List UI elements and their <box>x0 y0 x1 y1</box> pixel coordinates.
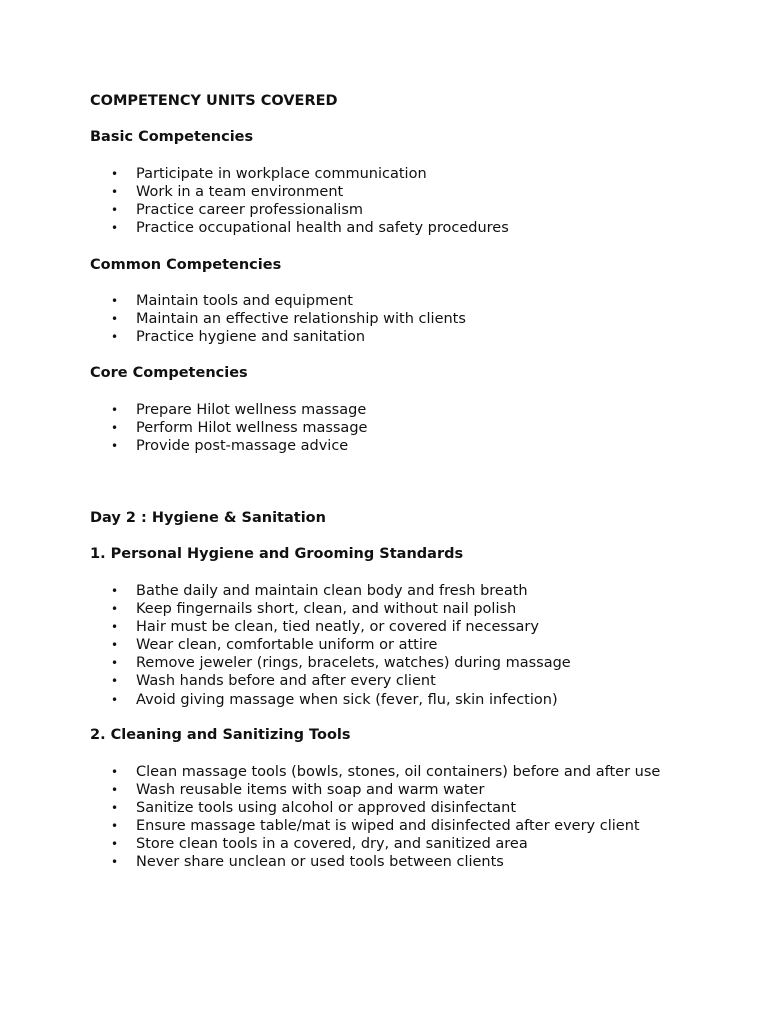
list-item: • Clean massage tools (bowls, stones, oil containers) before and after use <box>111 764 661 780</box>
list-item: • Perform Hilot wellness massage <box>111 420 368 437</box>
bullet-icon: • <box>111 602 119 617</box>
bullet-icon: • <box>111 620 119 635</box>
bullet-icon: • <box>111 584 119 598</box>
bullet-icon: • <box>111 783 119 798</box>
bullet-icon: • <box>111 185 119 200</box>
list-core-competencies <box>90 401 676 455</box>
list-item: • Work in a team environment <box>111 184 344 201</box>
section-heading-common: Common Competencies <box>90 257 282 273</box>
section-heading-basic: Basic Competencies <box>90 129 254 145</box>
document-title: COMPETENCY UNITS COVERED <box>90 93 338 109</box>
bullet-icon: • <box>111 765 119 779</box>
list-item: • Provide post-massage advice <box>111 438 349 455</box>
bullet-icon: • <box>111 330 119 345</box>
list-item: • Wash reusable items with soap and warm water <box>111 782 485 799</box>
list-basic-competencies <box>90 165 676 237</box>
list-item: • Practice occupational health and safety procedures <box>111 220 509 237</box>
bullet-icon: • <box>111 855 119 870</box>
list-item: • Keep fingernails short, clean, and without nail polish <box>111 601 517 618</box>
bullet-icon: • <box>111 221 119 236</box>
bullet-icon: • <box>111 203 119 218</box>
list-item: • Hair must be clean, tied neatly, or covered if necessary <box>111 619 539 636</box>
day2-title: Day 2 : Hygiene & Sanitation <box>90 510 326 526</box>
bullet-icon: • <box>111 656 119 671</box>
list-common-competencies <box>90 292 676 346</box>
section-heading-core: Core Competencies <box>90 365 248 381</box>
list-item: • Wash hands before and after every client <box>111 673 436 690</box>
list-item: • Ensure massage table/mat is wiped and disinfected after every client <box>111 818 640 835</box>
list-item: • Maintain an effective relationship with clients <box>111 311 466 328</box>
bullet-icon: • <box>111 167 119 181</box>
bullet-icon: • <box>111 421 119 436</box>
list-item: • Maintain tools and equipment <box>111 293 353 309</box>
list-item: • Store clean tools in a covered, dry, and sanitized area <box>111 836 528 853</box>
list-item: • Sanitize tools using alcohol or approved disinfectant <box>111 800 517 817</box>
list-item: • Bathe daily and maintain clean body and fresh breath <box>111 583 528 599</box>
list-item: • Wear clean, comfortable uniform or attire <box>111 637 438 654</box>
list-item: • Remove jeweler (rings, bracelets, watches) during massage <box>111 655 571 672</box>
list-item: • Avoid giving massage when sick (fever, flu, skin infection) <box>111 691 558 708</box>
list-item: • Never share unclean or used tools between clients <box>111 854 504 871</box>
bullet-icon: • <box>111 439 119 454</box>
section-heading-cleaning-tools: 2. Cleaning and Sanitizing Tools <box>90 727 351 743</box>
list-item: • Participate in workplace communication <box>111 166 427 182</box>
list-item: • Practice career professionalism <box>111 202 364 219</box>
bullet-icon: • <box>111 801 119 816</box>
bullet-icon: • <box>111 692 119 707</box>
bullet-icon: • <box>111 638 119 653</box>
bullet-icon: • <box>111 837 119 852</box>
section-heading-personal-hygiene: 1. Personal Hygiene and Grooming Standards <box>90 546 464 562</box>
list-cleaning-tools <box>90 763 676 872</box>
list-item: • Prepare Hilot wellness massage <box>111 402 367 418</box>
bullet-icon: • <box>111 294 119 308</box>
list-item: • Practice hygiene and sanitation <box>111 329 366 346</box>
bullet-icon: • <box>111 403 119 417</box>
bullet-icon: • <box>111 819 119 834</box>
list-personal-hygiene <box>90 582 676 709</box>
bullet-icon: • <box>111 674 119 689</box>
bullet-icon: • <box>111 312 119 327</box>
